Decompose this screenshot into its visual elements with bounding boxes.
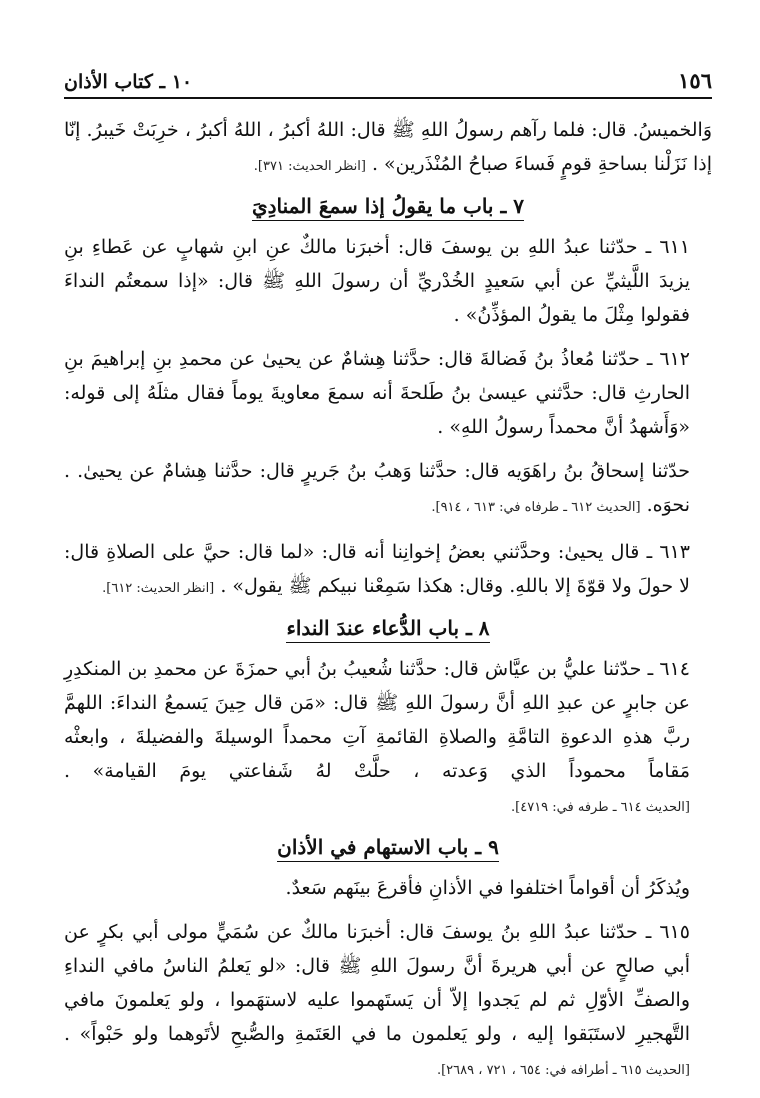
hadith-613-reference: [انظر الحديث: ٦١٢]. <box>102 581 215 596</box>
page-number: ١٥٦ <box>678 68 712 93</box>
hadith-614-reference: [الحديث ٦١٤ ـ طرفه في: ٤٧١٩]. <box>511 800 690 815</box>
hadith-614 <box>64 652 712 825</box>
hadith-613-text: ٦١٣ ـ قال يحيىٰ: وحدَّثني بعضُ إخوانِنا أنه قال: «لما قال: حيَّ على الصلاةِ قال: لا حولَ ولا قوّةَ إلا باللهِ. وقال: هكذا سَمِعْنا نبيكم ﷺ يقول» . <box>64 541 690 597</box>
hadith-615 <box>64 915 712 1088</box>
hadith-611 <box>64 230 712 332</box>
book-title: ١٠ ـ كتاب الأذان <box>64 71 193 93</box>
hadith-612-chain-text: حدّثنا إسحاقُ بنُ راهَوَيه قال: حدَّثنا وَهبُ بنُ جَريرٍ قال: حدَّثنا هِشامٌ عن يحيىٰ. . نحوَه. <box>64 460 690 516</box>
hadith-614-text: ٦١٤ ـ حدّثنا عليُّ بن عيَّاش قال: حدَّثنا شُعيبُ بنُ أبي حمزَةَ عن محمدِ بن المنكدِرِ عن جابرٍ عن عبدِ اللهِ أنَّ رسولَ اللهِ ﷺ قال: «مَن قال حِينَ يَسمعُ النداءَ: اللهمَّ ربَّ هذهِ الدعوةِ التامَّةِ والصلاةِ القائمةِ آتِ محمداً الوسيلةَ والفضيلةَ ، وابعثْه مَقاماً محموداً الذي وَعدته ، حلَّتْ لهُ شَفاعتي يومَ القيامة» . <box>64 658 690 782</box>
hadith-612-chain <box>64 454 712 525</box>
hadith-612-text: ٦١٢ ـ حدّثنا مُعاذُ بنُ فَضالةَ قال: حدَّثنا هِشامٌ عن يحيىٰ عن محمدِ بنِ إبراهيمَ بنِ الحارثِ قال: حدَّثني عيسىٰ بنُ طَلحةَ أنه سمعَ معاويةَ يوماً فقال مثلَهُ إلى قوله: «وَأَشهدُ أنَّ محمداً رسولُ اللهِ» . <box>64 348 690 438</box>
chapter-8-title: ٨ ـ باب الدُّعاء عندَ النداء <box>286 616 489 643</box>
chapter-7-heading <box>64 194 712 218</box>
intro-text: وَالخميسُ. قال: فلما رآهم رسولُ اللهِ ﷺ قال: اللهُ أكبرُ ، اللهُ أكبرُ ، خرِبَتْ خَيبرُ. إنّا إذا نَزَلْنا بساحةِ قومٍ فَساءَ صباحُ المُنْذَرين» . <box>64 119 712 175</box>
intro-paragraph <box>64 113 712 184</box>
hadith-612-reference: [الحديث ٦١٢ ـ طرفاه في: ٦١٣ ، ٩١٤]. <box>431 500 641 515</box>
chapter-9-heading <box>64 835 712 859</box>
intro-reference: [انظر الحديث: ٣٧١]. <box>253 159 366 174</box>
running-header <box>64 68 712 99</box>
chapter-8-heading <box>64 616 712 640</box>
chapter-9-note-text: ويُذكَرُ أن أقواماً اختلفوا في الأذانِ فأقرعَ بينَهم سَعدٌ. <box>285 877 690 899</box>
chapter-9-note <box>64 871 712 905</box>
hadith-613 <box>64 535 712 606</box>
chapter-7-title: ٧ ـ باب ما يقولُ إذا سمعَ المنادِيَ <box>252 194 524 221</box>
chapter-9-title: ٩ ـ باب الاستهام في الأذان <box>277 835 499 862</box>
hadith-612 <box>64 342 712 444</box>
hadith-615-reference: [الحديث ٦١٥ ـ أطرافه في: ٦٥٤ ، ٧٢١ ، ٢٦٨٩]. <box>436 1063 690 1078</box>
hadith-611-text: ٦١١ ـ حدّثنا عبدُ اللهِ بن يوسفَ قال: أخبرَنا مالكٌ عنِ ابنِ شهابٍ عن عَطاءِ بنِ يزيدَ اللَّيثيِّ عن أبي سَعيدٍ الخُدْريِّ أن رسولَ اللهِ ﷺ قال: «إذا سمعتُم النداءَ فقولوا مِثْلَ ما يقولُ المؤذِّنُ» . <box>64 236 690 326</box>
hadith-615-text: ٦١٥ ـ حدّثنا عبدُ اللهِ بنُ يوسفَ قال: أخبرَنا مالكٌ عن سُمَيٍّ مولى أبي بكرٍ عن أبي صالحٍ عن أبي هريرةَ أنَّ رسولَ اللهِ ﷺ قال: «لو يَعلمُ الناسُ مافي النداءِ والصفِّ الأوّلِ ثم لم يَجدوا إلاّ أن يَستَهموا عليه لاستهَموا ، ولو يَعلمونَ مافي التَّهجيرِ لاستَبَقوا إليه ، ولو يَعلمون ما في العَتَمةِ والصُّبحِ لأتَوهما ولو حَبْواً» . <box>64 921 690 1045</box>
